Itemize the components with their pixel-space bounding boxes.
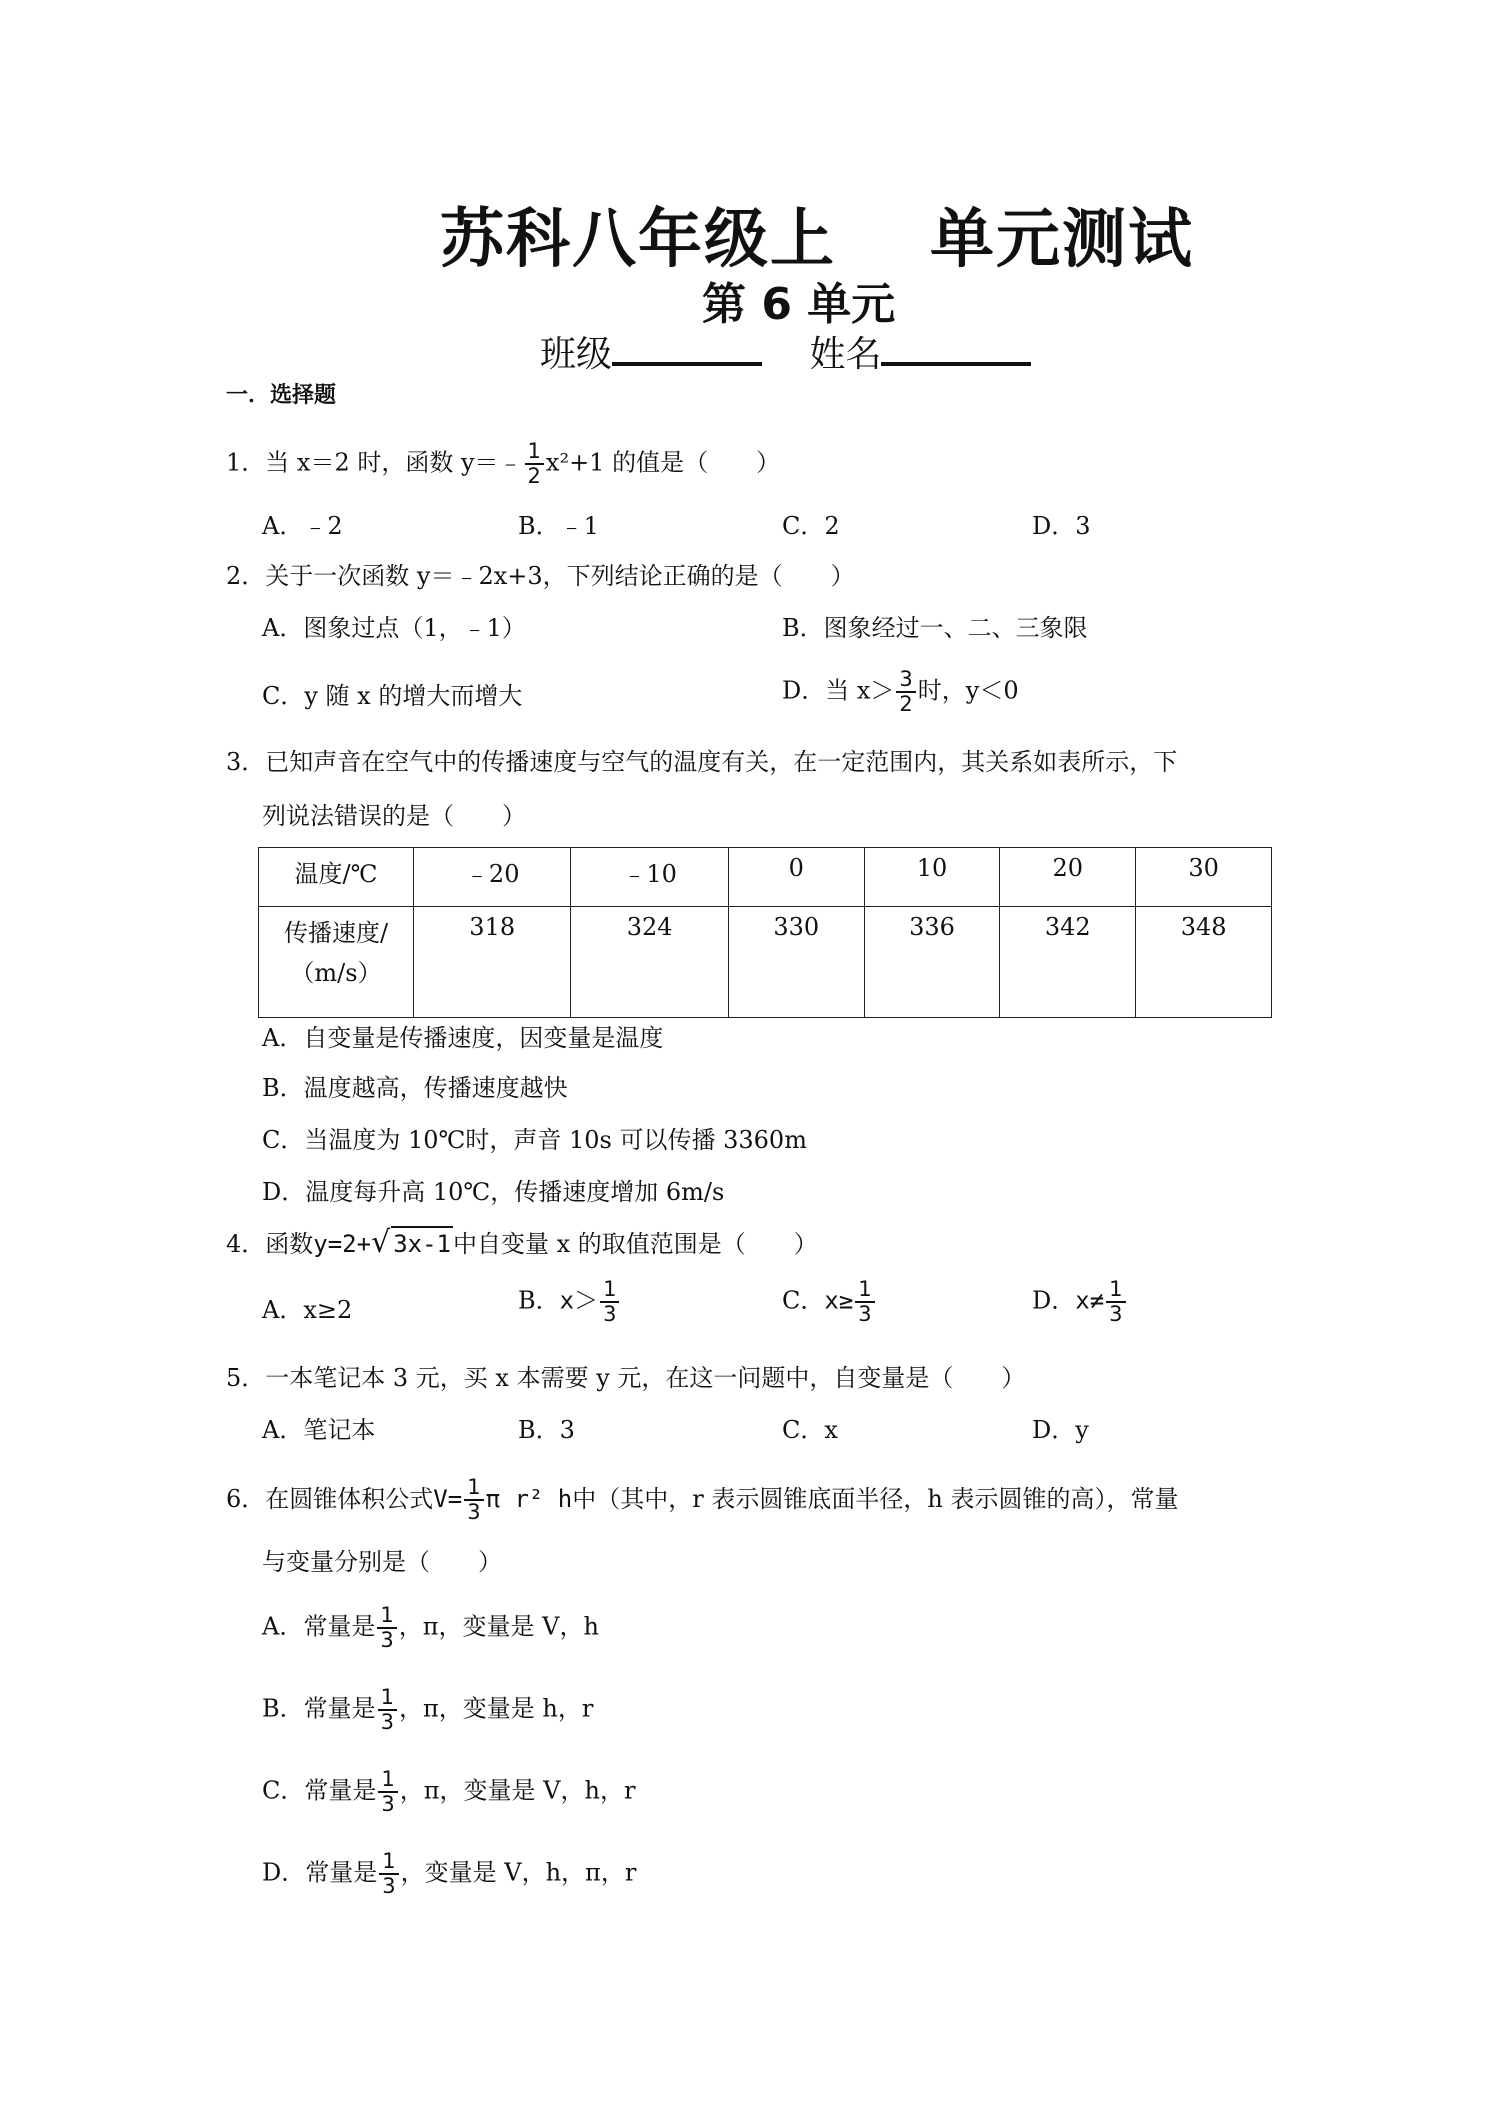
question-text: 中自变量 x 的取值范围是（ ）	[453, 1230, 818, 1258]
option-text: ，变量是 V，h，π，r	[400, 1858, 637, 1887]
option-letter: D．	[1032, 1286, 1076, 1315]
option-symbol: x≥	[824, 1286, 854, 1315]
fraction-denominator: 3	[858, 1302, 872, 1326]
table-header-speed	[259, 907, 414, 1018]
q3-option-b: B．温度越高，传播速度越快	[262, 1074, 568, 1102]
table-header-temperature: 温度/℃	[259, 848, 414, 907]
q2-option-a: A．图象过点（1，﹣1）	[262, 614, 526, 642]
title-right: 单元测试	[930, 203, 1194, 277]
fraction-numerator: 1	[379, 1850, 398, 1875]
table-cell: 318	[414, 907, 571, 1018]
question-3	[226, 746, 1177, 778]
sqrt-icon: √	[371, 1225, 391, 1260]
option-letter: C．	[262, 1776, 305, 1805]
question-6-line-2: 与变量分别是（ ）	[262, 1548, 502, 1576]
fraction-denominator: 3	[382, 1874, 396, 1898]
formula-text: y=2+	[313, 1230, 372, 1258]
fraction-denominator: 3	[381, 1792, 395, 1816]
fraction	[896, 668, 915, 716]
fraction-denominator: 3	[380, 1710, 395, 1734]
option-text: 常量是	[303, 1694, 376, 1723]
fraction-denominator: 2	[527, 464, 541, 488]
option-letter: B．	[262, 1694, 304, 1723]
fraction-numerator: 3	[896, 668, 915, 693]
volume-formula	[433, 1475, 573, 1524]
question-4	[226, 1226, 818, 1260]
class-label: 班级	[540, 334, 613, 375]
option-letter: A．	[262, 1612, 304, 1641]
q3-option-c: C．当温度为 10℃时，声音 10s 可以传播 3360m	[262, 1126, 807, 1154]
fraction	[855, 1278, 874, 1326]
title-left: 苏科八年级上	[440, 203, 836, 277]
q2-option-c: C．y 随 x 的增大而增大	[262, 682, 523, 710]
table-cell: 324	[571, 907, 728, 1018]
option-letter: D．	[262, 1858, 306, 1887]
unit-subtitle: 第 6 单元	[702, 279, 896, 330]
option-symbol: x＞	[559, 1286, 599, 1315]
question-number: 5．	[226, 1364, 266, 1392]
formula-text: V=	[433, 1485, 463, 1513]
fraction	[378, 1686, 397, 1734]
option-text: ，π，变量是 h，r	[399, 1694, 594, 1723]
question-number: 1．	[226, 448, 266, 477]
fraction-numerator: 1	[464, 1476, 483, 1501]
question-text: 当 x＝2 时，函数 y＝﹣	[265, 448, 523, 477]
table-cell: 10	[864, 848, 1000, 907]
q5-option-b: B．3	[518, 1416, 575, 1444]
q4-option-c	[782, 1278, 877, 1326]
fraction	[464, 1476, 483, 1524]
table-cell: 330	[728, 907, 864, 1018]
q4-option-b	[518, 1278, 621, 1326]
option-text: D．当 x＞	[782, 676, 895, 705]
header-unit: （m/s）	[290, 959, 382, 987]
class-blank	[612, 328, 762, 366]
fraction-numerator: 1	[600, 1278, 619, 1303]
option-text: 常量是	[304, 1776, 377, 1805]
fraction	[1106, 1278, 1125, 1326]
q3-option-a: A．自变量是传播速度，因变量是温度	[262, 1024, 664, 1052]
q1-option-c: C．2	[782, 512, 840, 540]
question-text: 在圆锥体积公式	[265, 1485, 434, 1513]
option-text: ，π，变量是 V，h，r	[399, 1776, 636, 1805]
name-label: 姓名	[809, 334, 882, 375]
table-row	[259, 848, 1272, 907]
student-info-line	[540, 326, 1067, 377]
option-symbol: x≠	[1075, 1286, 1105, 1315]
section-title: 一．选择题	[226, 383, 337, 408]
table-cell: 336	[864, 907, 1000, 1018]
function-formula	[313, 1225, 453, 1260]
table-cell: ﹣10	[571, 848, 728, 907]
q2-option-b: B．图象经过一、二、三象限	[782, 614, 1088, 642]
table-cell: 20	[1000, 848, 1136, 907]
question-number: 6．	[226, 1485, 266, 1513]
question-number: 2．	[226, 562, 266, 590]
fraction	[600, 1278, 619, 1326]
q5-option-c: C．x	[782, 1416, 838, 1444]
q5-option-d: D．y	[1032, 1416, 1089, 1444]
question-text: 中（其中，r 表示圆锥底面半径，h 表示圆锥的高），常量	[572, 1485, 1179, 1513]
speed-temperature-table	[258, 847, 1272, 1018]
fraction	[379, 1850, 398, 1898]
fraction-denominator: 2	[899, 692, 913, 716]
name-blank	[881, 328, 1031, 366]
header-text: 传播速度/	[283, 919, 389, 947]
fraction-numerator: 1	[855, 1278, 874, 1303]
question-2	[226, 560, 855, 592]
q2-option-d	[782, 668, 1019, 716]
question-number: 4．	[226, 1230, 266, 1258]
question-1	[226, 440, 780, 488]
fraction	[377, 1604, 396, 1652]
table-cell: 30	[1136, 848, 1272, 907]
q6-option-b	[262, 1686, 593, 1734]
q5-option-a: A．笔记本	[262, 1416, 376, 1444]
question-text: 一本笔记本 3 元，买 x 本需要 y 元，在这一问题中，自变量是（ ）	[265, 1364, 1026, 1392]
question-5	[226, 1362, 1025, 1394]
fraction-numerator: 1	[1106, 1278, 1125, 1303]
option-text: 时，y＜0	[917, 676, 1019, 705]
question-6	[226, 1476, 1178, 1524]
fraction-numerator: 1	[377, 1604, 396, 1629]
radicand: 3x-1	[391, 1226, 453, 1260]
q4-option-a: A．x≥2	[262, 1296, 353, 1324]
question-text: x²+1 的值是（ ）	[545, 448, 781, 477]
q6-option-a	[262, 1604, 599, 1652]
option-text: ，π，变量是 V，h	[398, 1612, 599, 1641]
q1-option-d: D．3	[1032, 512, 1091, 540]
fraction-numerator: 1	[378, 1686, 397, 1711]
question-text: 关于一次函数 y＝﹣2x+3，下列结论正确的是（ ）	[265, 562, 855, 590]
fraction	[525, 440, 544, 488]
question-number: 3．	[226, 748, 266, 776]
fraction-denominator: 3	[1109, 1302, 1123, 1326]
option-letter: C．	[782, 1286, 825, 1315]
table-cell: 342	[1000, 907, 1136, 1018]
fraction-numerator: 1	[525, 440, 544, 465]
q3-option-d: D．温度每升高 10℃，传播速度增加 6m/s	[262, 1178, 725, 1206]
table-cell: ﹣20	[414, 848, 571, 907]
option-letter: B．	[518, 1286, 560, 1315]
question-3-line-2: 列说法错误的是（ ）	[262, 802, 526, 830]
q6-option-c	[262, 1768, 635, 1816]
formula-text: π r² h	[485, 1485, 573, 1513]
table-cell: 348	[1136, 907, 1272, 1018]
option-text: 常量是	[303, 1612, 376, 1641]
table-row	[259, 907, 1272, 1018]
option-text: 常量是	[305, 1858, 378, 1887]
fraction-denominator: 3	[380, 1628, 394, 1652]
q1-option-a: A．﹣2	[262, 512, 343, 540]
question-text: 已知声音在空气中的传播速度与空气的温度有关，在一定范围内，其关系如表所示，下	[265, 748, 1178, 776]
fraction-denominator: 3	[467, 1500, 481, 1524]
fraction	[378, 1768, 397, 1816]
q4-option-d	[1032, 1278, 1128, 1326]
q6-option-d	[262, 1850, 636, 1898]
fraction-denominator: 3	[603, 1302, 617, 1326]
table-cell: 0	[728, 848, 864, 907]
q1-option-b: B．﹣1	[518, 512, 599, 540]
fraction-numerator: 1	[378, 1768, 397, 1793]
question-text: 函数	[265, 1230, 314, 1258]
